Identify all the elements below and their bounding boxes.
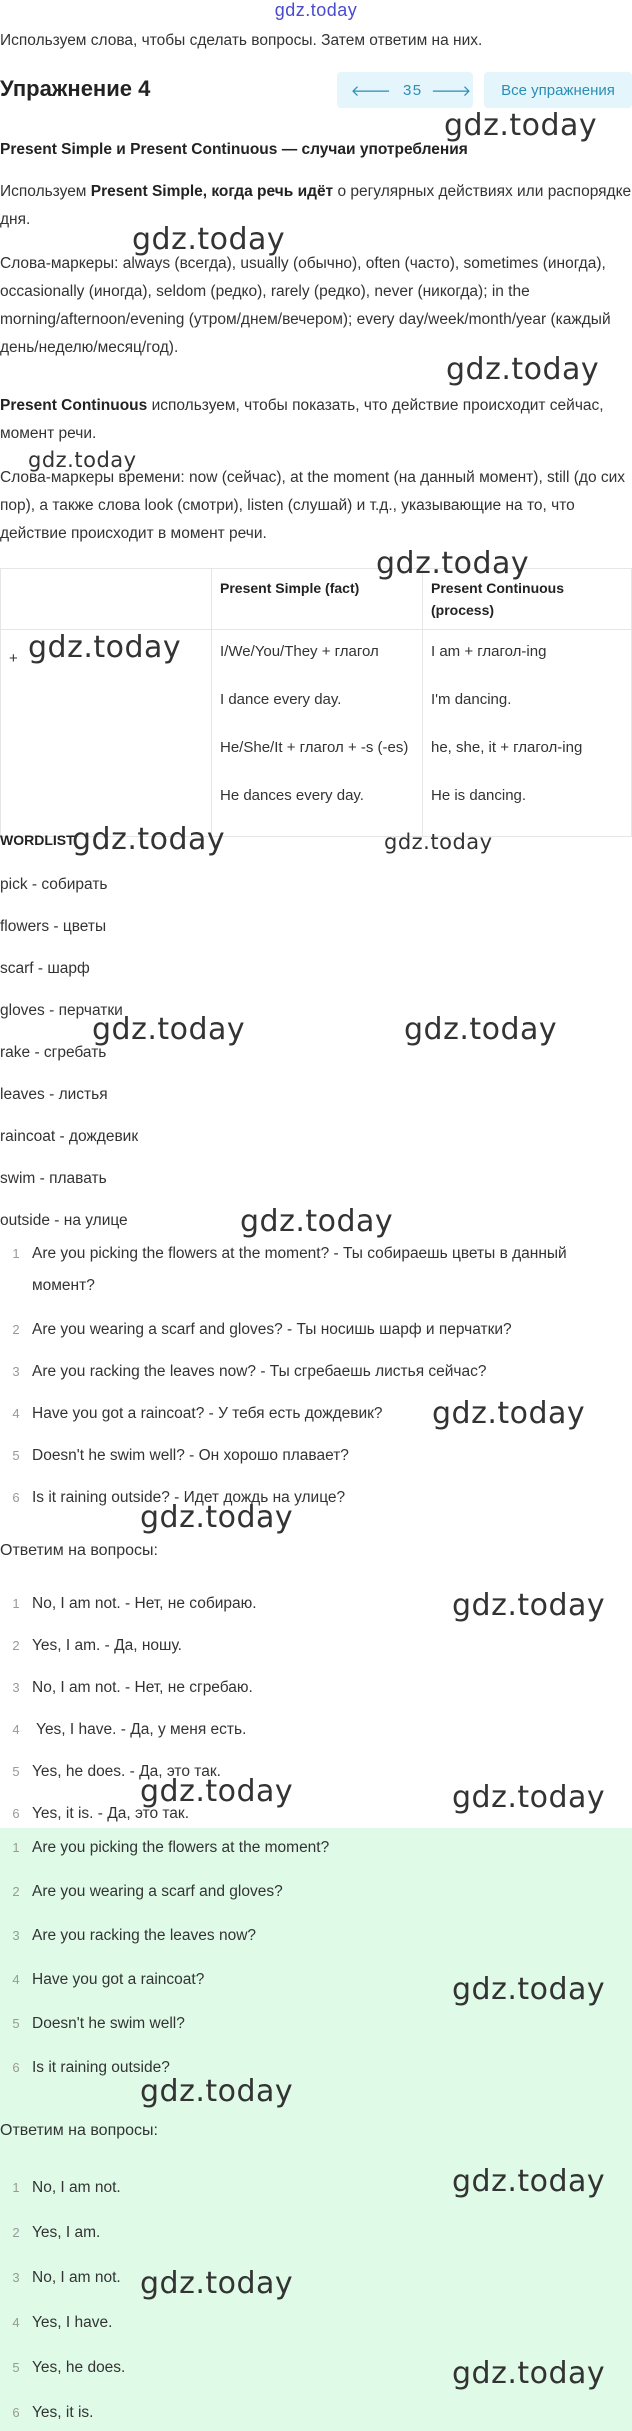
arrow-left-icon: 🡐: [350, 82, 391, 100]
arrow-right-icon: 🡒: [431, 82, 472, 100]
watermark: gdz.today: [72, 822, 226, 857]
exercise-title: Упражнение 4: [0, 76, 151, 101]
site-logo[interactable]: gdz.today: [274, 0, 358, 20]
list-item: 6 Is it raining outside?: [12, 2059, 170, 2076]
tense-table: [0, 568, 632, 837]
watermark: gdz.today: [140, 1500, 294, 1535]
list-item: 4 Have you got a raincoat? - У тебя есть дождевик?: [12, 1405, 383, 1422]
next-exercise-button[interactable]: 5 🡒: [411, 72, 473, 108]
watermark: gdz.today: [404, 1012, 558, 1047]
intro-text: Используем слова, чтобы сделать вопросы. Затем ответим на них.: [0, 32, 483, 49]
list-item: 3 Are you racking the leaves now? - Ты сгребаешь листья сейчас?: [12, 1363, 487, 1380]
list-item: 3 No, I am not.: [12, 2269, 121, 2286]
watermark: gdz.today: [444, 108, 598, 143]
list-item: 6 Is it raining outside? - Идет дождь на улице?: [12, 1489, 346, 1506]
list-item: 5 Doesn't he swim well?: [12, 2015, 185, 2032]
watermark: gdz.today: [28, 630, 182, 665]
table-cell-simple: I/We/You/They + глагол I dance every day. He/She/It + глагол + -s (-es) He dances every day.: [212, 630, 423, 837]
list-item: 6 Yes, it is.: [12, 2404, 94, 2421]
list-item: 1 Are you picking the flowers at the moment? - Ты собираешь цветы в данный момент?: [12, 1245, 567, 1294]
list-item: 1 Are you picking the flowers at the moment?: [12, 1839, 330, 1856]
list-item: 6 Yes, it is. - Да, это так.: [12, 1805, 190, 1822]
list-item: 5 Yes, he does. - Да, это так.: [12, 1763, 221, 1780]
list-item: 5 Yes, he does.: [12, 2359, 126, 2376]
watermark: gdz.today: [452, 1780, 606, 1815]
answers-label: Ответим на вопросы:: [0, 2122, 158, 2139]
watermark: gdz.today: [240, 1204, 394, 1239]
watermark: gdz.today: [452, 2164, 606, 2199]
wordlist-item: outside - на улице: [0, 1212, 128, 1229]
list-item: 2 Are you wearing a scarf and gloves? - Ты носишь шарф и перчатки?: [12, 1321, 512, 1338]
wordlist-item: gloves - перчатки: [0, 1002, 123, 1019]
all-exercises-button[interactable]: Все упражнения: [484, 72, 632, 108]
list-item: 2 Yes, I am. - Да, ношу.: [12, 1637, 182, 1654]
wordlist-item: scarf - шарф: [0, 960, 90, 977]
theory-paragraph-1: Используем Present Simple, когда речь идёт о регулярных действиях или распорядке дня.: [0, 183, 632, 228]
list-item: 3 No, I am not. - Нет, не сгребаю.: [12, 1679, 253, 1696]
list-item: 3 Are you racking the leaves now?: [12, 1927, 257, 1944]
watermark: gdz.today: [28, 448, 137, 472]
watermark: gdz.today: [446, 352, 600, 387]
theory-paragraph-4: Слова-маркеры времени: now (сейчас), at the moment (на данный момент), still (до сих пор), а также слова look (смотри), listen (слушай) и т.д., указывающие на то, что действие происходит в момент речи.: [0, 469, 626, 542]
list-item: 5 Doesn't he swim well? - Он хорошо плавает?: [12, 1447, 349, 1464]
list-item: 2 Yes, I am.: [12, 2224, 101, 2241]
list-item: 2 Are you wearing a scarf and gloves?: [12, 1883, 283, 1900]
table-header-continuous: Present Continuous (process): [423, 569, 632, 630]
watermark: gdz.today: [132, 222, 286, 257]
table-header-simple: Present Simple (fact): [212, 569, 423, 630]
wordlist-item: raincoat - дождевик: [0, 1128, 139, 1145]
watermark: gdz.today: [452, 2356, 606, 2391]
list-item: 4 Have you got a raincoat?: [12, 1971, 205, 1988]
list-item: 1 No, I am not. - Нет, не собираю.: [12, 1595, 257, 1612]
table-row-sign: +: [1, 630, 212, 837]
theory-paragraph-2: Слова-маркеры: always (всегда), usually (обычно), often (часто), sometimes (иногда), occasionally (иногда), seldom (редко), rarely (редко), never (никогда); in the morning/afternoon/evening (утром/днем/вечером); every day/week/month/year (каждый день/неделю/месяц/год).: [0, 255, 611, 356]
list-item: 1 No, I am not.: [12, 2179, 121, 2196]
theory-paragraph-3: Present Continuous используем, чтобы показать, что действие происходит сейчас, момент речи.: [0, 397, 604, 442]
wordlist-item: swim - плавать: [0, 1170, 107, 1187]
wordlist-item: pick - собирать: [0, 876, 108, 893]
wordlist-heading: WORDLIST:: [0, 832, 78, 848]
wordlist-item: flowers - цветы: [0, 918, 107, 935]
watermark: gdz.today: [140, 2074, 294, 2109]
watermark: gdz.today: [140, 1774, 294, 1809]
table-cell-continuous: I am + глагол-ing I'm dancing. he, she, it + глагол-ing He is dancing.: [423, 630, 632, 837]
watermark: gdz.today: [140, 2266, 294, 2301]
watermark: gdz.today: [384, 830, 493, 854]
prev-exercise-button[interactable]: 🡐 3: [337, 72, 425, 108]
list-item: 4 Yes, I have.: [12, 2314, 113, 2331]
watermark: gdz.today: [92, 1012, 246, 1047]
watermark: gdz.today: [432, 1396, 586, 1431]
answers-label: Ответим на вопросы:: [0, 1542, 158, 1559]
list-item: 4 Yes, I have. - Да, у меня есть.: [12, 1721, 247, 1738]
watermark: gdz.today: [376, 546, 530, 581]
watermark: gdz.today: [452, 1588, 606, 1623]
wordlist-item: rake - сгребать: [0, 1044, 107, 1061]
watermark: gdz.today: [452, 1972, 606, 2007]
wordlist-item: leaves - листья: [0, 1086, 108, 1103]
theory-heading: Present Simple и Present Continuous — случаи употребления: [0, 141, 468, 158]
